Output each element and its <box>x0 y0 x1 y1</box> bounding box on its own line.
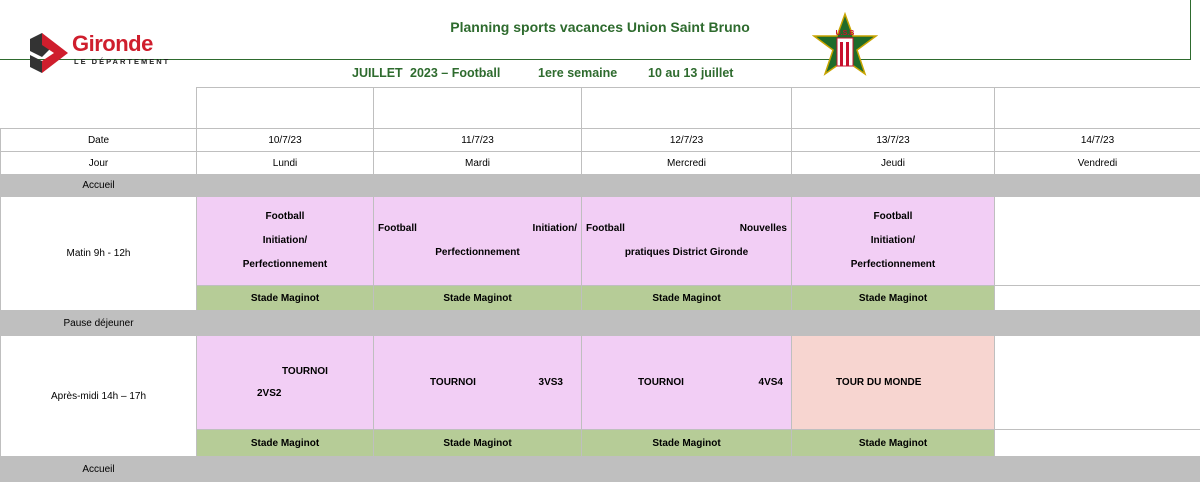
schedule-table <box>0 87 1200 482</box>
morning-activity-wed <box>582 197 792 286</box>
venue-cell: Stade Maginot <box>374 430 582 457</box>
day-cell: Mardi <box>374 152 582 175</box>
venue-cell: Stade Maginot <box>582 286 792 311</box>
venue-cell: Stade Maginot <box>792 430 995 457</box>
venue-cell: Stade Maginot <box>582 430 792 457</box>
venue-cell: Stade Maginot <box>792 286 995 311</box>
afternoon-row <box>1 336 1200 430</box>
activity-line: pratiques District Gironde <box>624 247 749 258</box>
accueil-row <box>1 175 1200 197</box>
activity-line: Perfectionnement <box>850 259 936 270</box>
date-row <box>1 129 1200 152</box>
header <box>0 0 1200 87</box>
row-label-accueil-2: Accueil <box>1 457 197 482</box>
morning-activity-thu <box>792 197 995 286</box>
date-cell: 13/7/23 <box>792 129 995 152</box>
row-label-apres-midi: Après-midi 14h – 17h <box>1 336 197 457</box>
gironde-logo-name: Gironde <box>72 31 153 56</box>
activity-line: Football <box>265 211 305 222</box>
accueil-row-2 <box>1 457 1200 482</box>
activity-line: TOURNOI 3VS3 <box>430 377 563 388</box>
spacer-row <box>1 88 1200 129</box>
usb-logo-star-icon <box>812 12 878 82</box>
afternoon-activity-mon <box>197 336 374 430</box>
date-cell: 10/7/23 <box>197 129 374 152</box>
afternoon-activity-thu: TOUR DU MONDE <box>792 336 995 430</box>
activity-line: Football Nouvelles <box>586 223 787 234</box>
venue-cell: Stade Maginot <box>197 286 374 311</box>
date-cell: 14/7/23 <box>995 129 1200 152</box>
morning-activity-mon <box>197 197 374 286</box>
subtitle-range: 10 au 13 juillet <box>648 66 734 80</box>
morning-activity-tue <box>374 197 582 286</box>
afternoon-activity-tue <box>374 336 582 430</box>
page-subtitle <box>352 66 768 80</box>
gironde-logo-sub: LE DÉPARTEMENT <box>74 57 171 66</box>
activity-line: 2VS2 <box>257 387 282 399</box>
activity-line: Football <box>873 211 913 222</box>
day-cell: Lundi <box>197 152 374 175</box>
activity-line: TOURNOI 4VS4 <box>638 377 783 388</box>
day-cell: Jeudi <box>792 152 995 175</box>
row-label-date: Date <box>1 129 197 152</box>
activity-line: TOURNOI <box>282 365 328 377</box>
activity-line: Perfectionnement <box>435 247 520 258</box>
day-cell: Mercredi <box>582 152 792 175</box>
activity-line: Football Initiation/ <box>378 223 577 234</box>
day-cell: Vendredi <box>995 152 1200 175</box>
venue-cell: Stade Maginot <box>374 286 582 311</box>
subtitle-month: JUILLET <box>352 66 403 80</box>
activity-line: Initiation/ <box>262 235 308 246</box>
activity-line: Initiation/ <box>870 235 916 246</box>
row-label-accueil: Accueil <box>1 175 197 197</box>
afternoon-activity-wed <box>582 336 792 430</box>
row-label-pause: Pause déjeuner <box>1 311 197 336</box>
activity-line: Perfectionnement <box>242 259 328 270</box>
morning-row <box>1 197 1200 286</box>
usb-logo-text: U.S.B <box>835 30 855 37</box>
date-cell: 11/7/23 <box>374 129 582 152</box>
gironde-logo <box>28 33 188 75</box>
row-label-matin: Matin 9h - 12h <box>1 197 197 311</box>
page-title: Planning sports vacances Union Saint Bruno <box>450 19 750 35</box>
venue-cell: Stade Maginot <box>197 430 374 457</box>
pause-row <box>1 311 1200 336</box>
header-divider-vertical <box>1190 0 1191 60</box>
gironde-logo-icon <box>28 33 70 73</box>
subtitle-year-sport: 2023 – Football <box>410 66 501 80</box>
row-label-jour: Jour <box>1 152 197 175</box>
date-cell: 12/7/23 <box>582 129 792 152</box>
subtitle-week: 1ere semaine <box>538 66 618 80</box>
day-row <box>1 152 1200 175</box>
